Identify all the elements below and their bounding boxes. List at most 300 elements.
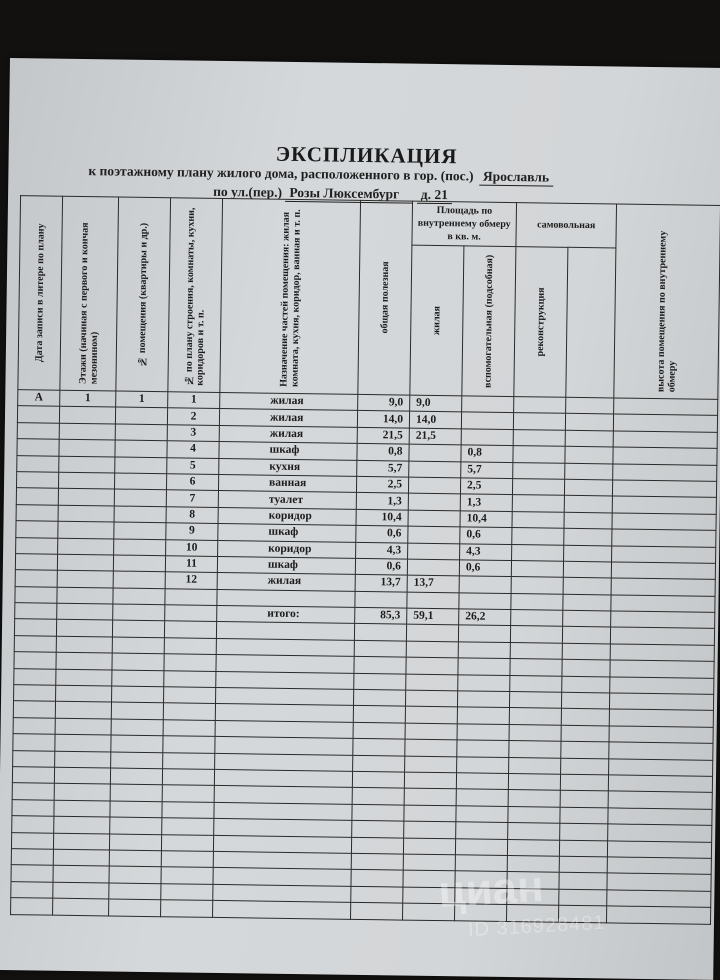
empty-cell xyxy=(216,655,354,673)
cell-room-no: 5 xyxy=(167,457,219,474)
empty-cell xyxy=(15,586,57,603)
cell-purpose: жилая xyxy=(219,425,357,443)
empty-cell xyxy=(53,882,109,899)
header-purpose: Назначение частей помещения: жилая комната, кухня, коридор, ванная и т. п. xyxy=(220,198,361,394)
cell-reconstruction xyxy=(513,413,565,430)
empty-cell xyxy=(562,643,610,660)
cell-height xyxy=(612,545,716,563)
empty-cell xyxy=(509,708,561,725)
empty-cell xyxy=(354,657,406,674)
cell-unit xyxy=(114,522,166,539)
cell-aux-area xyxy=(461,429,513,446)
empty-cell xyxy=(54,767,110,784)
empty-cell xyxy=(508,790,560,807)
empty-cell xyxy=(214,786,352,804)
empty-cell xyxy=(55,751,111,768)
empty-cell xyxy=(561,725,609,742)
cell-total-area: 2,5 xyxy=(356,476,408,493)
cell-aux-area: 0,6 xyxy=(459,560,511,577)
cell-unit xyxy=(115,440,167,457)
empty-cell xyxy=(510,642,562,659)
cell-total-area: 4,3 xyxy=(356,542,408,559)
empty-cell xyxy=(111,735,163,752)
empty-cell xyxy=(56,620,112,637)
empty-cell xyxy=(508,774,560,791)
empty-cell xyxy=(404,821,456,838)
cell-purpose: жилая xyxy=(219,409,357,427)
empty-cell xyxy=(355,591,407,608)
empty-cell xyxy=(215,704,353,722)
empty-cell xyxy=(563,610,611,627)
total-aux: 26,2 xyxy=(459,609,511,626)
empty-cell xyxy=(11,865,53,882)
empty-cell xyxy=(457,707,509,724)
empty-cell xyxy=(608,824,712,842)
empty-cell xyxy=(13,750,55,767)
cell-unauthorized xyxy=(564,545,612,562)
empty-cell xyxy=(607,906,711,924)
empty-cell xyxy=(57,603,113,620)
city-name: Ярославль xyxy=(479,169,553,187)
cell-total-area: 21,5 xyxy=(357,427,409,444)
cell-date xyxy=(17,406,59,423)
cell-date xyxy=(17,422,59,439)
empty-cell xyxy=(214,819,352,837)
empty-cell xyxy=(12,799,54,816)
cell-unit: 1 xyxy=(116,391,168,408)
empty-cell xyxy=(351,902,403,919)
cell-date xyxy=(17,455,59,472)
cell-purpose: жилая xyxy=(217,573,355,591)
cell-reconstruction xyxy=(513,429,565,446)
empty-cell xyxy=(507,839,559,856)
empty-cell xyxy=(213,868,351,886)
empty-cell xyxy=(609,726,713,744)
empty-cell xyxy=(215,753,353,771)
empty-cell xyxy=(214,769,352,787)
empty-cell xyxy=(407,592,459,609)
header-total-area: общая полезная xyxy=(358,200,413,395)
empty-cell xyxy=(457,691,509,708)
cell-living-area xyxy=(409,444,461,461)
cell-floor xyxy=(58,472,114,489)
empty-cell xyxy=(164,687,216,704)
empty-cell xyxy=(611,611,715,629)
cell-aux-area xyxy=(461,412,513,429)
empty-cell xyxy=(11,881,53,898)
empty-cell xyxy=(214,802,352,820)
cell-reconstruction xyxy=(512,544,564,561)
header-date: Дата записи в литере по плану xyxy=(18,196,63,391)
cell-aux-area: 10,4 xyxy=(460,511,512,528)
empty-cell xyxy=(164,638,216,655)
empty-cell xyxy=(12,767,54,784)
empty-cell xyxy=(215,720,353,738)
cell-room-no: 10 xyxy=(166,539,218,556)
document-page xyxy=(0,58,720,980)
cell-unit xyxy=(115,424,167,441)
cell-purpose: кухня xyxy=(219,458,357,476)
cell-unauthorized xyxy=(564,479,612,496)
cell-room-no: 1 xyxy=(168,392,220,409)
cell-living-area xyxy=(407,559,459,576)
cell-reconstruction xyxy=(512,528,564,545)
empty-cell xyxy=(610,627,714,645)
cell-floor: 1 xyxy=(60,390,116,407)
cell-aux-area: 0,8 xyxy=(461,445,513,462)
empty-cell xyxy=(608,791,712,809)
empty-cell xyxy=(559,856,607,873)
empty-cell xyxy=(55,718,111,735)
cell-total-area: 0,6 xyxy=(356,526,408,543)
cell-living-area: 21,5 xyxy=(409,428,461,445)
empty-cell xyxy=(215,737,353,755)
empty-cell xyxy=(161,867,213,884)
empty-cell xyxy=(14,668,56,685)
empty-cell xyxy=(161,900,213,917)
cell-floor xyxy=(59,439,115,456)
empty-cell xyxy=(109,899,161,916)
empty-cell xyxy=(559,873,607,890)
empty-cell xyxy=(14,685,56,702)
empty-cell xyxy=(213,835,351,853)
cell-date xyxy=(16,504,58,521)
empty-cell xyxy=(457,740,509,757)
cell-height xyxy=(611,562,715,580)
cell-unauthorized xyxy=(565,446,613,463)
empty-cell xyxy=(161,834,213,851)
cell-living-area xyxy=(408,510,460,527)
empty-cell xyxy=(509,724,561,741)
empty-cell xyxy=(560,823,608,840)
empty-cell xyxy=(11,832,53,849)
header-unauthorized-blank xyxy=(566,247,616,398)
empty-cell xyxy=(609,759,713,777)
empty-cell xyxy=(404,772,456,789)
cell-floor xyxy=(57,571,113,588)
empty-cell xyxy=(112,637,164,654)
cell-living-area xyxy=(408,543,460,560)
cell-date xyxy=(17,439,59,456)
empty-cell xyxy=(352,804,404,821)
empty-cell xyxy=(405,690,457,707)
empty-cell xyxy=(457,756,509,773)
empty-cell xyxy=(511,610,563,627)
cell-unauthorized xyxy=(565,463,613,480)
empty-cell xyxy=(561,692,609,709)
cell-total-area: 13,7 xyxy=(355,575,407,592)
empty-cell xyxy=(404,788,456,805)
cell-reconstruction xyxy=(512,495,564,512)
empty-cell xyxy=(14,635,56,652)
empty-cell xyxy=(11,898,53,915)
header-reconstruction: реконструкция xyxy=(514,247,568,398)
cell-floor xyxy=(58,505,114,522)
cell-unit xyxy=(115,457,167,474)
empty-cell xyxy=(405,723,457,740)
empty-cell xyxy=(353,689,405,706)
cell-purpose: ванная xyxy=(218,474,356,492)
empty-cell xyxy=(458,625,510,642)
empty-cell xyxy=(610,660,714,678)
empty-cell xyxy=(405,756,457,773)
cell-date xyxy=(16,488,58,505)
empty-cell xyxy=(162,801,214,818)
empty-cell xyxy=(54,816,110,833)
empty-cell xyxy=(110,801,162,818)
cell-living-area xyxy=(408,526,460,543)
cell-room-no: 6 xyxy=(166,474,218,491)
empty-cell xyxy=(213,884,351,902)
cell-unauthorized xyxy=(565,430,613,447)
empty-cell xyxy=(561,741,609,758)
cell-aux-area: 5,7 xyxy=(461,461,513,478)
empty-cell xyxy=(14,652,56,669)
empty-cell xyxy=(163,703,215,720)
empty-cell xyxy=(406,657,458,674)
empty-cell xyxy=(611,595,715,613)
empty-cell xyxy=(55,734,111,751)
empty-cell xyxy=(161,883,213,900)
cell-unauthorized xyxy=(564,528,612,545)
cell-aux-area: 1,3 xyxy=(460,494,512,511)
empty-cell xyxy=(216,622,354,640)
cell-date xyxy=(15,554,57,571)
empty-cell xyxy=(111,752,163,769)
empty-cell xyxy=(54,784,110,801)
cell-date xyxy=(16,537,58,554)
cell-unauthorized xyxy=(566,397,614,414)
cell-aux-area: 2,5 xyxy=(460,478,512,495)
total-label: итого: xyxy=(217,606,355,624)
empty-cell xyxy=(56,669,112,686)
empty-cell xyxy=(405,707,457,724)
cell-unit xyxy=(113,555,165,572)
empty-cell xyxy=(109,850,161,867)
cell-height xyxy=(612,480,716,498)
cell-unit xyxy=(114,473,166,490)
empty-cell xyxy=(162,785,214,802)
empty-cell xyxy=(12,816,54,833)
empty-cell xyxy=(562,676,610,693)
header-area-group: Площадь по внутреннему обмеру в кв. м. xyxy=(412,201,517,246)
empty-cell xyxy=(609,742,713,760)
empty-cell xyxy=(509,741,561,758)
empty-cell xyxy=(109,883,161,900)
header-height: высота помещения по внутреннему обмеру xyxy=(614,204,720,399)
cell-height xyxy=(612,496,716,514)
empty-cell xyxy=(216,687,354,705)
empty-cell xyxy=(213,851,351,869)
empty-cell xyxy=(165,605,217,622)
empty-cell xyxy=(163,752,215,769)
empty-cell xyxy=(55,702,111,719)
empty-cell xyxy=(15,603,57,620)
empty-cell xyxy=(607,857,711,875)
header-living: жилая xyxy=(410,245,464,396)
cell-unit xyxy=(114,489,166,506)
empty-cell xyxy=(112,653,164,670)
cell-date xyxy=(16,521,58,538)
empty-cell xyxy=(455,838,507,855)
cian-watermark: циан xyxy=(437,861,545,917)
empty-cell xyxy=(164,670,216,687)
cell-room-no: 7 xyxy=(166,490,218,507)
cell-unauthorized xyxy=(565,414,613,431)
empty-cell xyxy=(353,706,405,723)
empty-cell xyxy=(56,685,112,702)
empty-cell xyxy=(458,658,510,675)
empty-cell xyxy=(509,757,561,774)
cell-floor xyxy=(59,423,115,440)
table-body xyxy=(11,390,718,924)
cell-room-no: 11 xyxy=(165,556,217,573)
empty-cell xyxy=(561,709,609,726)
empty-cell xyxy=(352,821,404,838)
empty-cell xyxy=(54,800,110,817)
total-living: 59,1 xyxy=(407,608,459,625)
empty-cell xyxy=(353,722,405,739)
empty-cell xyxy=(216,638,354,656)
empty-cell xyxy=(12,783,54,800)
empty-cell xyxy=(216,671,354,689)
empty-cell xyxy=(353,755,405,772)
empty-cell xyxy=(213,901,351,919)
empty-cell xyxy=(11,849,53,866)
empty-cell xyxy=(352,788,404,805)
cell-height xyxy=(611,578,715,596)
cell-unit xyxy=(115,407,167,424)
cell-height xyxy=(614,398,718,416)
empty-cell xyxy=(161,851,213,868)
cell-date: А xyxy=(18,390,60,407)
cell-living-area: 9,0 xyxy=(410,395,462,412)
empty-cell xyxy=(406,625,458,642)
empty-cell xyxy=(509,692,561,709)
empty-cell xyxy=(607,890,711,908)
cell-unauthorized xyxy=(563,561,611,578)
cell-height xyxy=(613,431,717,449)
cell-unauthorized xyxy=(564,496,612,513)
empty-cell xyxy=(608,775,712,793)
cell-reconstruction xyxy=(513,462,565,479)
cell-purpose: жилая xyxy=(220,392,358,410)
empty-cell xyxy=(165,588,217,605)
address-prefix: по ул.(пер.) xyxy=(213,183,283,200)
empty-cell xyxy=(560,791,608,808)
cell-aux-area xyxy=(462,396,514,413)
empty-cell xyxy=(560,774,608,791)
empty-cell xyxy=(508,806,560,823)
cell-living-area xyxy=(408,477,460,494)
cell-reconstruction xyxy=(514,397,566,414)
cell-total-area: 10,4 xyxy=(356,509,408,526)
street-name: Розы Люксембург xyxy=(285,185,413,204)
explication-table xyxy=(10,195,720,924)
empty-cell xyxy=(458,642,510,659)
empty-cell xyxy=(510,675,562,692)
empty-cell xyxy=(110,784,162,801)
cell-floor xyxy=(57,554,113,571)
cell-height xyxy=(613,447,717,465)
cell-room-no: 12 xyxy=(165,572,217,589)
empty-cell xyxy=(607,873,711,891)
empty-cell xyxy=(53,898,109,915)
empty-cell xyxy=(456,789,508,806)
empty-cell xyxy=(56,652,112,669)
cell-reconstruction xyxy=(511,560,563,577)
empty-cell xyxy=(404,805,456,822)
empty-cell xyxy=(458,674,510,691)
watermark-id: ID 316928481 xyxy=(467,911,607,942)
cell-total-area: 14,0 xyxy=(357,411,409,428)
cell-date xyxy=(15,570,57,587)
empty-cell xyxy=(559,840,607,857)
empty-cell xyxy=(162,818,214,835)
cell-floor xyxy=(59,407,115,424)
header-unit: № помещения (квартиры и др.) xyxy=(116,197,171,392)
cell-reconstruction xyxy=(512,479,564,496)
empty-cell xyxy=(609,693,713,711)
cell-room-no: 8 xyxy=(166,506,218,523)
cell-purpose: шкаф xyxy=(219,442,357,460)
cell-unauthorized xyxy=(563,578,611,595)
cell-reconstruction xyxy=(511,577,563,594)
empty-cell xyxy=(456,806,508,823)
empty-cell xyxy=(406,674,458,691)
empty-cell xyxy=(562,627,610,644)
cell-total-area: 5,7 xyxy=(357,460,409,477)
cell-total-area: 9,0 xyxy=(358,394,410,411)
empty-cell xyxy=(607,840,711,858)
cell-height xyxy=(612,513,716,531)
cell-unit xyxy=(113,571,165,588)
cell-total-area: 0,6 xyxy=(355,558,407,575)
cell-total-area: 1,3 xyxy=(356,493,408,510)
empty-cell xyxy=(405,739,457,756)
cell-floor xyxy=(59,456,115,473)
empty-cell xyxy=(111,719,163,736)
empty-cell xyxy=(459,593,511,610)
cell-living-area xyxy=(408,493,460,510)
cell-floor xyxy=(58,538,114,555)
empty-cell xyxy=(354,624,406,641)
cell-purpose: туалет xyxy=(218,491,356,509)
empty-cell xyxy=(109,834,161,851)
cell-reconstruction xyxy=(513,446,565,463)
empty-cell xyxy=(510,659,562,676)
empty-cell xyxy=(456,822,508,839)
cell-purpose: коридор xyxy=(218,540,356,558)
empty-cell xyxy=(13,701,55,718)
cell-unit xyxy=(114,506,166,523)
cell-purpose: шкаф xyxy=(218,524,356,542)
cell-unit xyxy=(114,539,166,556)
empty-cell xyxy=(351,886,403,903)
empty-cell xyxy=(510,626,562,643)
empty-cell xyxy=(508,823,560,840)
empty-cell xyxy=(561,758,609,775)
empty-cell xyxy=(112,670,164,687)
cell-aux-area: 4,3 xyxy=(460,543,512,560)
cell-aux-area xyxy=(459,576,511,593)
empty-cell xyxy=(217,589,355,607)
empty-cell xyxy=(559,889,607,906)
cell-purpose: шкаф xyxy=(217,556,355,574)
empty-cell xyxy=(351,837,403,854)
cell-room-no: 9 xyxy=(166,523,218,540)
cell-room-no: 4 xyxy=(167,441,219,458)
